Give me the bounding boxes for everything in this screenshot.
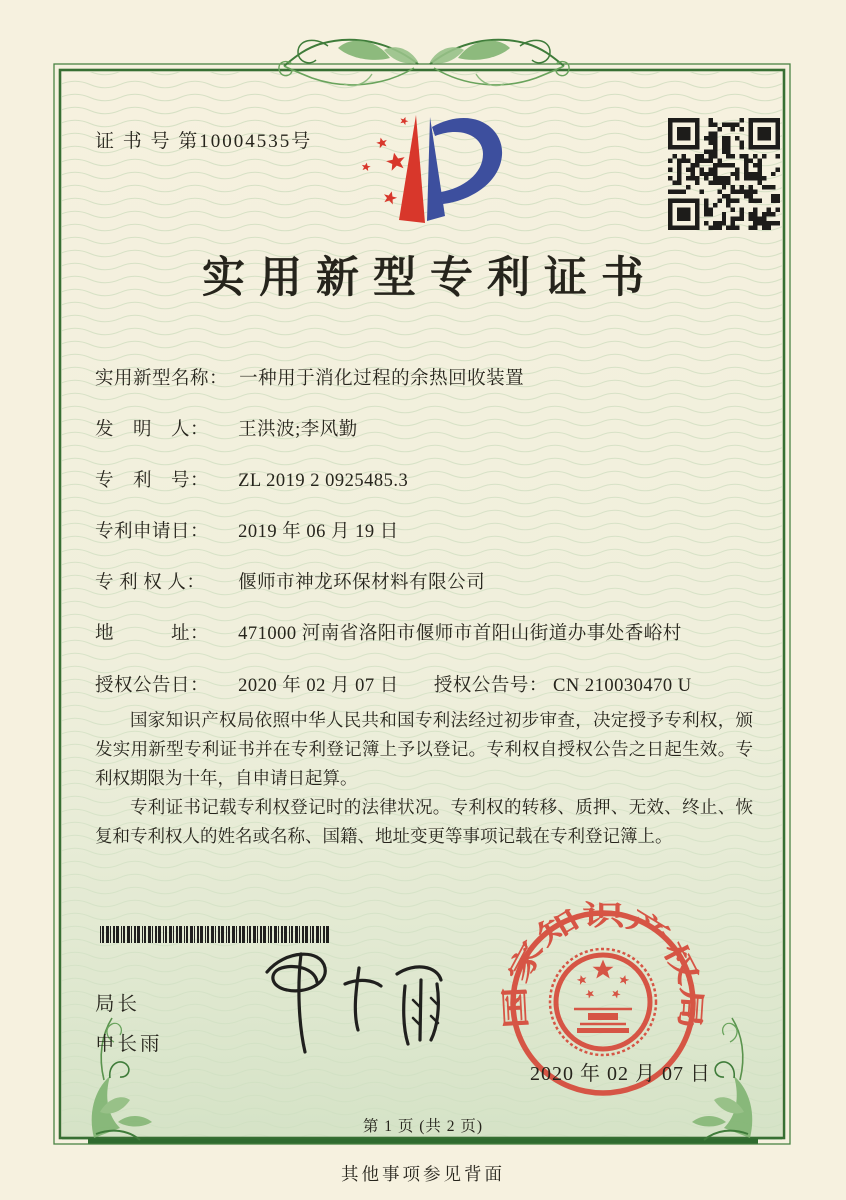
- seal-date: 2020 年 02 月 07 日: [530, 1063, 711, 1085]
- director-signature: [225, 938, 465, 1060]
- field-label: 授权公告日：: [95, 676, 210, 696]
- national-emblem-icon: [550, 949, 656, 1055]
- field-value: 一种用于消化过程的余热回收装置: [239, 369, 525, 389]
- seal-text: 国家知识产权局: [500, 900, 706, 1030]
- field-label: 发 明 人：: [95, 420, 210, 440]
- field-value: 王洪波;李风勤: [238, 420, 358, 440]
- field-value: ZL 2019 2 0925485.3: [238, 471, 409, 491]
- legal-paragraph-2: 专利证书记载专利权登记时的法律状况。专利权的转移、质押、无效、终止、恢复和专利权人的姓名或名称、国籍、地址变更等事项记载在专利登记簿上。: [95, 797, 753, 846]
- field-label: 地 址：: [95, 624, 210, 644]
- field-label: 专 利 号：: [95, 471, 210, 491]
- field-label: 专利申请日：: [95, 522, 210, 542]
- director-name: 申长雨: [95, 1034, 163, 1055]
- cnipa-logo-icon: [330, 103, 525, 235]
- field-utility-model-name: [95, 364, 524, 390]
- field-grant: [95, 671, 692, 697]
- certificate-number: 证 书 号 第10004535号: [95, 131, 313, 152]
- field-label: 授权公告号：: [433, 676, 548, 696]
- qr-code: [668, 118, 780, 230]
- field-value: 2019 年 06 月 19 日: [238, 522, 399, 542]
- field-value: 471000 河南省洛阳市偃师市首阳山街道办事处香峪村: [238, 624, 682, 644]
- field-label: 专 利 权 人：: [95, 573, 206, 593]
- field-inventor: [95, 415, 358, 441]
- director-title: 局长: [95, 994, 141, 1015]
- page-indicator: 第 1 页 (共 2 页): [362, 1118, 484, 1135]
- field-label: 实用新型名称：: [95, 369, 229, 389]
- field-value: 2020 年 02 月 07 日: [238, 676, 399, 696]
- field-value: 偃师市神龙环保材料有限公司: [238, 573, 486, 593]
- certificate-title: 实用新型专利证书: [202, 255, 658, 302]
- field-patentee: [95, 568, 485, 594]
- field-grant-number: [434, 676, 692, 696]
- back-side-note: 其他事项参见背面: [341, 1164, 505, 1184]
- field-filing-date: [95, 517, 399, 543]
- field-value: CN 210030470 U: [553, 676, 692, 696]
- field-patent-number: [95, 466, 408, 492]
- legal-text: [95, 706, 753, 851]
- legal-paragraph-1: 国家知识产权局依照中华人民共和国专利法经过初步审查，决定授予专利权，颁发实用新型专利证书并在专利登记簿上予以登记。专利权自授权公告之日起生效。专利权期限为十年，自申请日起算。: [95, 710, 753, 788]
- field-address: [95, 619, 682, 645]
